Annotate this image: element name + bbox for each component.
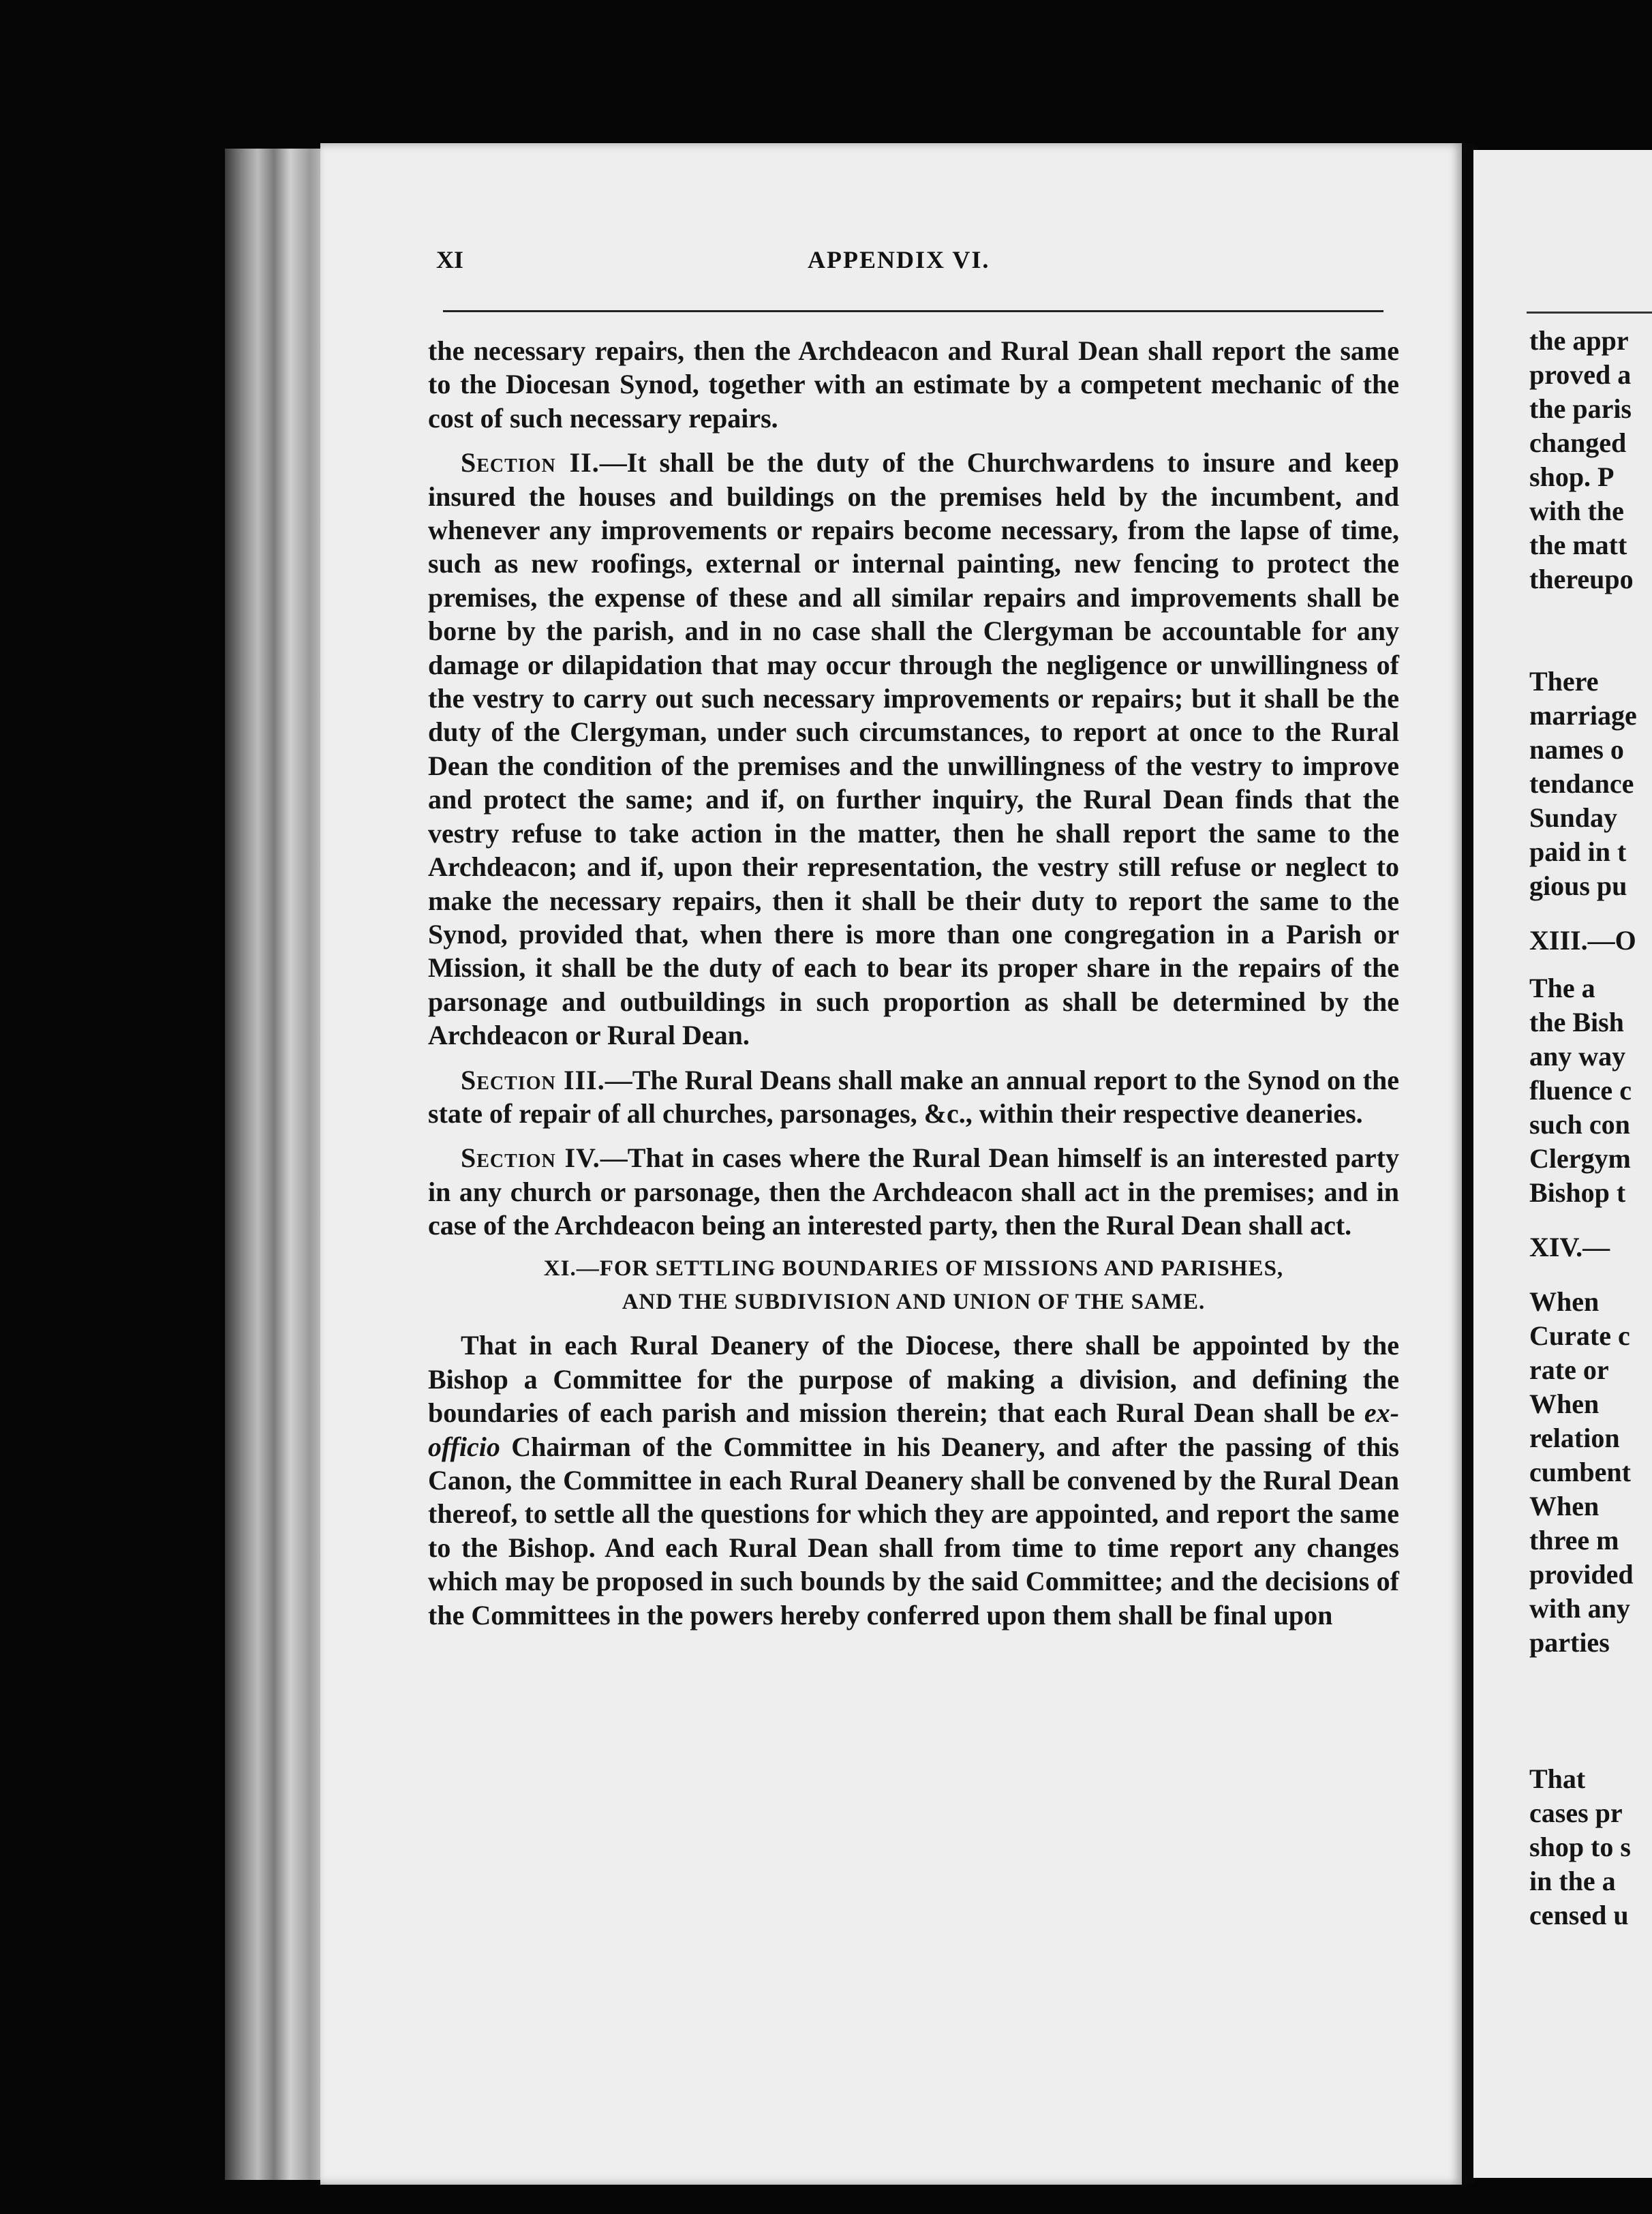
right-page-line: in the a	[1529, 1866, 1616, 1896]
right-page-line: paid in t	[1529, 836, 1627, 867]
paragraph-continuation: the necessary repairs, then the Archdeacon and Rural Dean shall report the same to the Diocesan Synod, together with an estimate by a competent mechanic of the cost of such necessary repairs.	[428, 335, 1399, 434]
page-edge	[225, 149, 334, 2180]
right-page-line: XIII.—O	[1529, 925, 1636, 956]
right-page-line: tendance	[1529, 768, 1634, 799]
right-page-line: parties	[1529, 1627, 1610, 1658]
right-header-rule	[1527, 312, 1652, 314]
header-rule	[443, 310, 1383, 312]
right-page-line: names o	[1529, 734, 1624, 765]
right-page-line: That	[1529, 1763, 1586, 1794]
italic-term: ex-officio	[428, 1397, 1399, 1462]
right-page-line: shop. P	[1529, 461, 1615, 492]
page-header	[436, 245, 1390, 286]
right-page-line: the Bish	[1529, 1007, 1624, 1037]
section-4-paragraph	[428, 1141, 1399, 1242]
section-label: Section IV.	[461, 1142, 600, 1174]
right-page-line: Bishop t	[1529, 1177, 1626, 1208]
right-page-line: censed u	[1529, 1900, 1629, 1930]
right-page-line: cumbent	[1529, 1457, 1631, 1487]
right-page-line: gious pu	[1529, 870, 1627, 901]
right-page-line: There	[1529, 666, 1599, 697]
section-3-paragraph	[428, 1063, 1399, 1131]
right-page-line: the appr	[1529, 325, 1629, 356]
right-page-line: cases pr	[1529, 1798, 1623, 1828]
right-page-line: thereupo	[1529, 564, 1634, 594]
section-label: Section III.	[461, 1064, 605, 1095]
right-page-line: When	[1529, 1491, 1600, 1521]
section-label: Section II.	[461, 447, 600, 479]
right-page-line: provided	[1529, 1559, 1634, 1590]
right-page-line: the matt	[1529, 530, 1627, 560]
section-text: —It shall be the duty of the Churchwardens to insure and keep insured the houses and buildings on the premises held by the incumbent, and whenever any improvements or repairs become necessary, from the lapse of time, such as new roofings, external or internal painting, new fencing to protect the premises, the expense of these and all similar repairs and improvements shall be borne by the parish, and in no case shall the Clergyman be accountable for any damage or dilapidation that may occur through the negligence or unwillingness of the vestry to carry out such necessary improvements or repairs; but it shall be the duty of the Clergyman, under such circumstances, to report at once to the Rural Dean the condition of the premises and the unwillingness of the vestry to improve and protect the same; and if, on further inquiry, the Rural Dean finds that the vestry refuse to take action in the matter, then he shall report the same to the Archdeacon; and if, upon their representation, the vestry still refuse or neglect to make the necessary repairs, then it shall be their duty to report the same to the Synod, provided that, when there is more than one congregation in a Parish or Mission, it shall be the duty of each to bear its proper share in the repairs of the parsonage and outbuildings in such proportion as shall be determined by the Archdeacon or Rural Dean.	[428, 447, 1399, 1051]
right-page-line: shop to s	[1529, 1832, 1631, 1862]
right-page-line: Sunday	[1529, 802, 1617, 833]
right-page-line: The a	[1529, 973, 1595, 1003]
section-text: —The Rural Deans shall make an annual report to the Synod on the state of repair of all churches, parsonages, &c., within their respective deaneries.	[428, 1064, 1399, 1129]
right-page-line: the paris	[1529, 393, 1632, 424]
right-page-line: with the	[1529, 496, 1624, 526]
heading-line-1: XI.—FOR SETTLING BOUNDARIES OF MISSIONS AND PARISHES,	[543, 1256, 1284, 1281]
right-page	[1473, 150, 1652, 2178]
section-text: —That in cases where the Rural Dean himself is an interested party in any church or parsonage, then the Archdeacon shall act in the premises; and in case of the Archdeacon being an interested party, then the Rural Dean shall act.	[428, 1142, 1399, 1241]
right-page-line: three m	[1529, 1525, 1619, 1556]
page-body	[428, 334, 1399, 1632]
right-page-line: changed	[1529, 427, 1627, 458]
right-page-line: When	[1529, 1389, 1600, 1419]
right-page-line: fluence c	[1529, 1075, 1632, 1106]
right-page-line: with any	[1529, 1593, 1630, 1624]
heading-line-2: AND THE SUBDIVISION AND UNION OF THE SAME.	[622, 1289, 1206, 1314]
chapter-heading	[428, 1252, 1399, 1320]
right-page-line: relation	[1529, 1423, 1620, 1453]
right-page-line: such con	[1529, 1109, 1630, 1140]
right-page-line: XIV.—	[1529, 1232, 1610, 1262]
right-page-line: Clergym	[1529, 1143, 1631, 1174]
right-page-line: marriage	[1529, 700, 1637, 731]
right-page-line: When	[1529, 1286, 1600, 1317]
section-2-paragraph	[428, 446, 1399, 1052]
paragraph-text-a: That in each Rural Deanery of the Diocese, there shall be appointed by the Bishop a Committee for the purpose of making a division, and defining the boundaries of each parish and mission therein; that each Rural Dean shall be	[428, 1330, 1399, 1429]
right-page-line: any way	[1529, 1041, 1626, 1072]
boundaries-paragraph	[428, 1329, 1399, 1632]
right-page-line: Curate c	[1529, 1320, 1630, 1351]
running-title: APPENDIX VI.	[808, 246, 990, 273]
right-page-line: proved a	[1529, 359, 1632, 390]
paragraph-text-b: Chairman of the Committee in his Deanery, and after the passing of this Canon, the Committee in each Rural Deanery shall be convened by the Rural Dean thereof, to settle all the questions for which they are appointed, and report the same to the Bishop. And each Rural Dean shall from time to time report any changes which may be proposed in such bounds by the said Committee; and the decisions of the Committees in the powers hereby conferred upon them shall be final upon	[428, 1431, 1399, 1631]
page-number: XI	[436, 246, 464, 273]
right-page-line: rate or	[1529, 1354, 1609, 1385]
